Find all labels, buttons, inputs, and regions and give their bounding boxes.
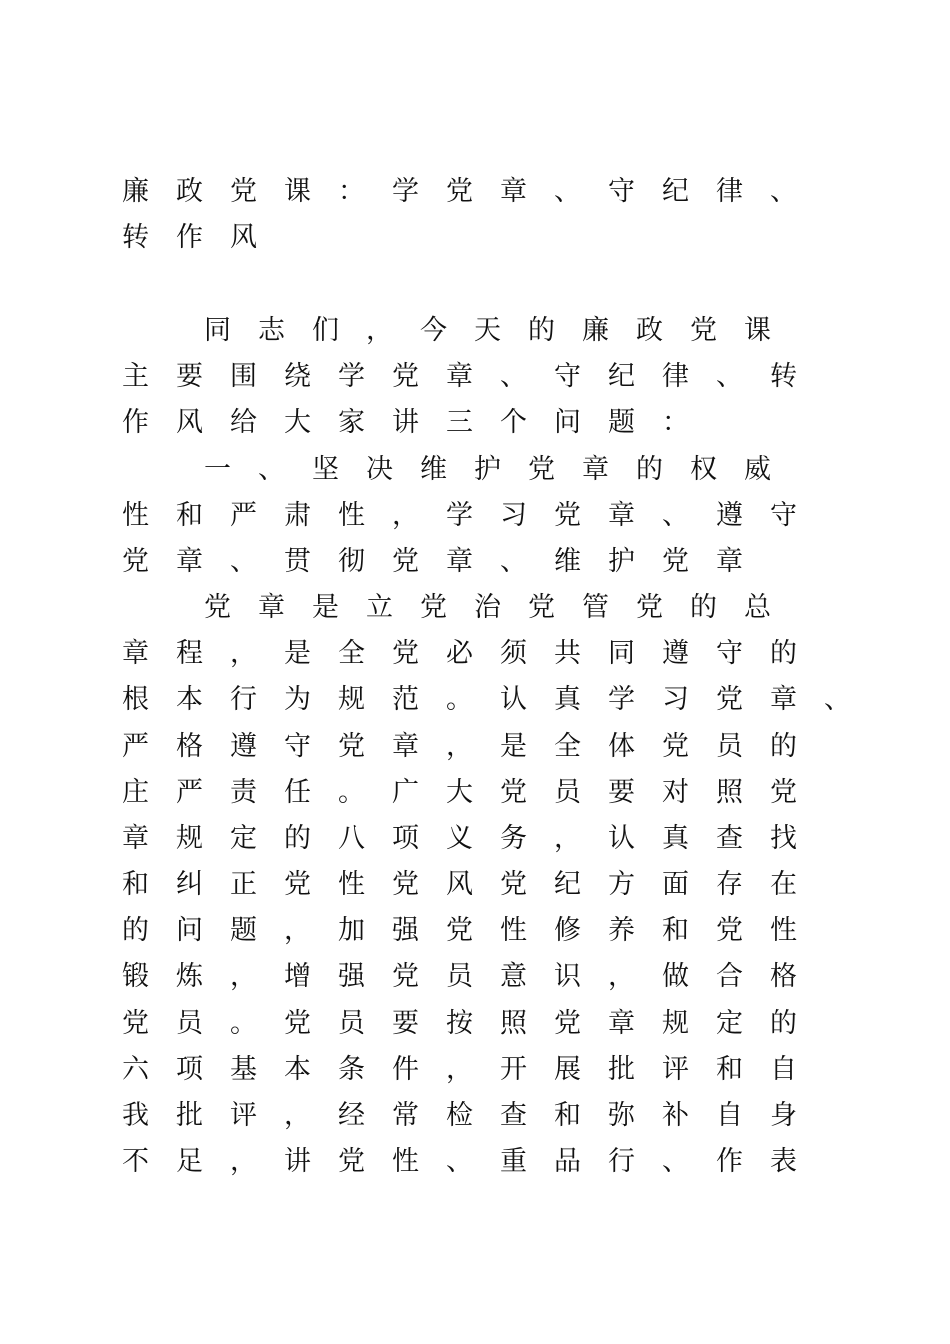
paragraph-line: 不足，讲党性、重品行、作表 (122, 1146, 824, 1177)
section-heading-line: 性和严肃性，学习党章、遵守 (122, 500, 824, 531)
paragraph-line: 章程，是全党必须共同遵守的 (122, 638, 824, 669)
paragraph-line: 和纠正党性党风党纪方面存在 (122, 869, 824, 900)
section-heading-line: 党章、贯彻党章、维护党章 (122, 546, 770, 577)
document-title-line-2: 转作风 (122, 222, 284, 253)
document-title-line-1: 廉政党课：学党章、守纪律、 (122, 176, 824, 207)
section-heading-line: 一、坚决维护党章的权威 (204, 454, 798, 485)
paragraph-line: 的问题，加强党性修养和党性 (122, 915, 824, 946)
paragraph-line: 六项基本条件，开展批评和自 (122, 1054, 824, 1085)
paragraph-line: 庄严责任。广大党员要对照党 (122, 777, 824, 808)
paragraph-line: 章规定的八项义务，认真查找 (122, 823, 824, 854)
paragraph-line: 党员。党员要按照党章规定的 (122, 1008, 824, 1039)
paragraph-line: 党章是立党治党管党的总 (204, 592, 798, 623)
paragraph-line: 严格遵守党章，是全体党员的 (122, 731, 824, 762)
paragraph-line: 同志们，今天的廉政党课 (204, 315, 798, 346)
paragraph-line: 作风给大家讲三个问题： (122, 407, 716, 438)
paragraph-line: 根本行为规范。认真学习党章、 (122, 684, 878, 715)
paragraph-line: 主要围绕学党章、守纪律、转 (122, 361, 824, 392)
paragraph-line: 锻炼，增强党员意识，做合格 (122, 961, 824, 992)
paragraph-line: 我批评，经常检查和弥补自身 (122, 1100, 824, 1131)
